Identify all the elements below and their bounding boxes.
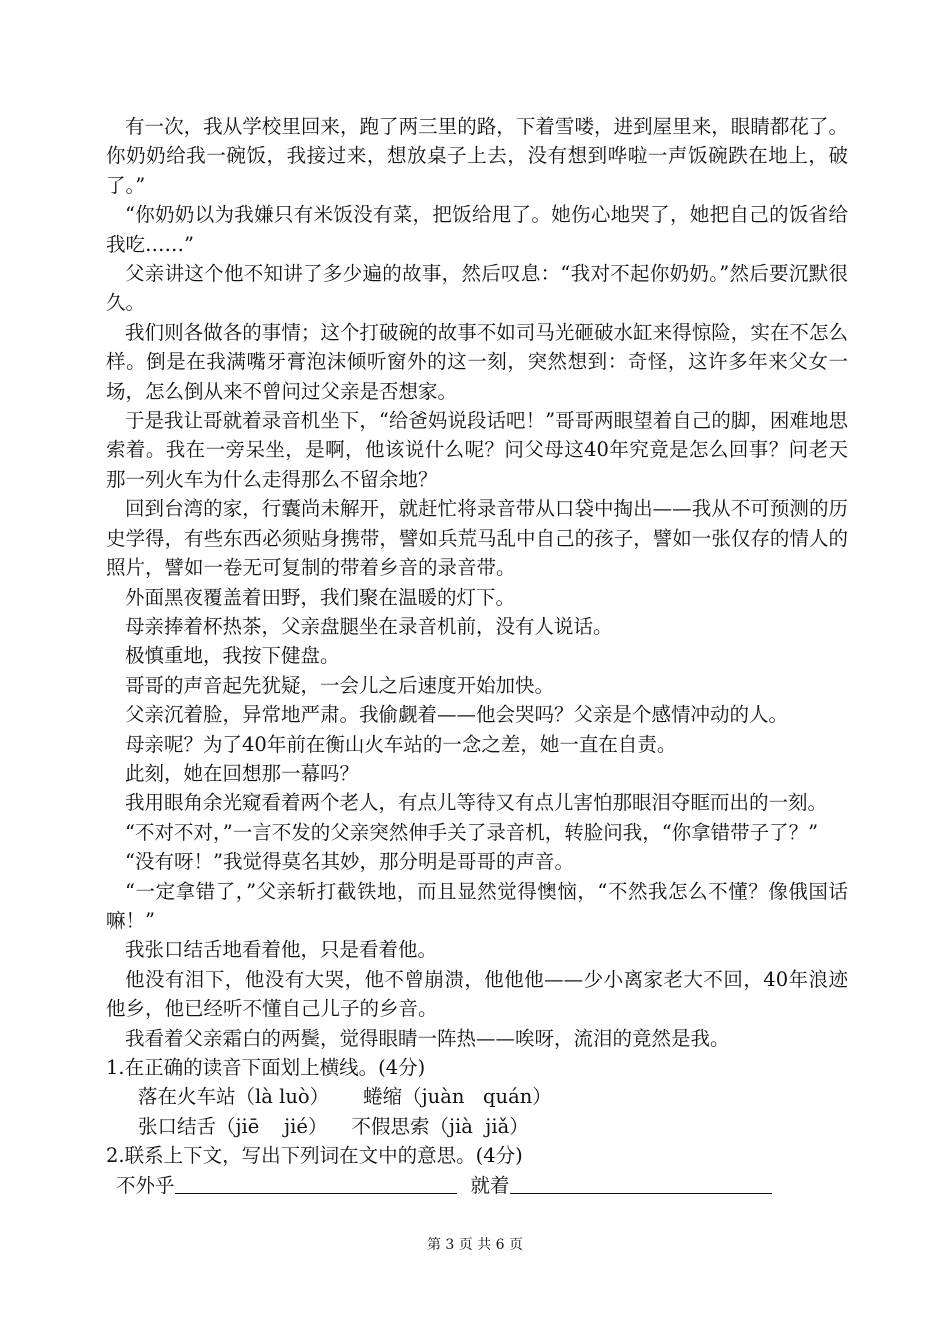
passage-paragraph: 父亲讲这个他不知讲了多少遍的故事，然后叹息：“我对不起你奶奶。”然后要沉默很久。 [106, 262, 848, 315]
passage-paragraph: 母亲呢？为了40年前在衡山火车站的一念之差，她一直在自责。 [125, 732, 677, 756]
q1-options-3[interactable]: （jiē jié） [216, 1114, 328, 1138]
passage-paragraph: “不对不对，”一言不发的父亲突然伸手关了录音机，转脸问我，“你拿错带子了？” [125, 820, 819, 844]
passage-paragraph: “没有呀！”我觉得莫名其妙，那分明是哥哥的声音。 [125, 850, 574, 874]
q1-word-1: 落在火车站 [138, 1085, 236, 1109]
passage-paragraph: 极慎重地，我按下健盘。 [125, 644, 340, 668]
passage-paragraph: “一定拿错了，”父亲斩打截铁地，而且显然觉得懊恼，“不然我怎么不懂？像俄国话嘛！” [106, 879, 848, 932]
q1-word-4: 不假思索 [351, 1114, 430, 1138]
q1-options-2[interactable]: （juàn quán） [402, 1085, 552, 1109]
passage-paragraph: 我张口结舌地看着他，只是看着他。 [125, 938, 438, 962]
passage-paragraph: 我们则各做各的事情；这个打破碗的故事不如司马光砸破水缸来得惊险，实在不怎么样。倒是在我满嘴牙膏泡沫倾听窗外的这一刻，突然想到：奇怪，这许多年来父女一场，怎么倒从来不曾问过父亲是否想家。 [106, 320, 848, 403]
passage-paragraph: 外面黑夜覆盖着田野，我们聚在温暖的灯下。 [125, 585, 516, 609]
q2-term-1: 不外乎 [116, 1173, 175, 1197]
passage-paragraph: 回到台湾的家，行囊尚未解开，就赶忙将录音带从口袋中掏出——我从不可预测的历史学得，有些东西必须贴身携带，譬如兵荒马乱中自己的孩子，譬如一张仅存的情人的照片，譬如一卷无可复制的带着乡音的录音带。 [106, 497, 848, 580]
q2-answer-blank-2[interactable] [510, 1173, 772, 1194]
passage-paragraph: 我看着父亲霜白的两鬓，觉得眼睛一阵热——唉呀，流泪的竟然是我。 [125, 1026, 730, 1050]
q2-answer-blank-1[interactable] [175, 1173, 457, 1194]
q1-options-4[interactable]: （jià jiǎ） [429, 1114, 529, 1138]
reading-passage [106, 112, 848, 1053]
passage-paragraph: “你奶奶以为我嫌只有米饭没有菜，把饭给甩了。她伤心地哭了，她把自己的饭省给我吃……” [106, 203, 848, 256]
q1-word-2: 蜷缩 [363, 1085, 403, 1109]
question-2-prompt: 2.联系上下文，写出下列词在文中的意思。(4分) [106, 1144, 523, 1168]
passage-paragraph: 我用眼角余光窥看着两个老人，有点儿等待又有点儿害怕那眼泪夺眶而出的一刻。 [125, 791, 828, 815]
passage-paragraph: 他没有泪下，他没有大哭，他不曾崩溃，他他他——少小离家老大不回，40年浪迹他乡，他已经听不懂自己儿子的乡音。 [106, 967, 848, 1021]
passage-paragraph: 哥哥的声音起先犹疑，一会儿之后速度开始加快。 [125, 673, 555, 697]
passage-paragraph: 父亲沉着脸，异常地严肃。我偷觑着——他会哭吗？父亲是个感情冲动的人。 [125, 703, 789, 727]
passage-paragraph: 此刻，她在回想那一幕吗？ [125, 761, 360, 785]
question-1-row-2 [106, 1112, 848, 1141]
question-1-row-1 [106, 1082, 848, 1111]
page-footer: 第 3 页 共 6 页 [426, 1237, 524, 1253]
q2-term-2: 就着 [470, 1173, 510, 1197]
question-1-prompt: 1.在正确的读音下面划上横线。(4分) [106, 1056, 426, 1079]
question-2-answers [106, 1171, 848, 1200]
q1-options-1[interactable]: （là luò） [235, 1085, 330, 1109]
document-page [106, 112, 848, 1200]
q1-word-3: 张口结舌 [138, 1114, 217, 1138]
passage-paragraph: 有一次，我从学校里回来，跑了两三里的路，下着雪喽，进到屋里来，眼睛都花了。你奶奶给我一碗饭，我接过来，想放桌子上去，没有想到哗啦一声饭碗跌在地上，破了。” [106, 115, 848, 197]
passage-paragraph: 母亲捧着杯热茶，父亲盘腿坐在录音机前，没有人说话。 [125, 614, 613, 638]
passage-paragraph: 于是我让哥就着录音机坐下，“给爸妈说段话吧！”哥哥两眼望着自己的脚，困难地思索着。我在一旁呆坐，是啊，他该说什么呢？问父母这40年究竟是怎么回事？问老天那一列火车为什么走得那么不留余地？ [106, 409, 848, 491]
